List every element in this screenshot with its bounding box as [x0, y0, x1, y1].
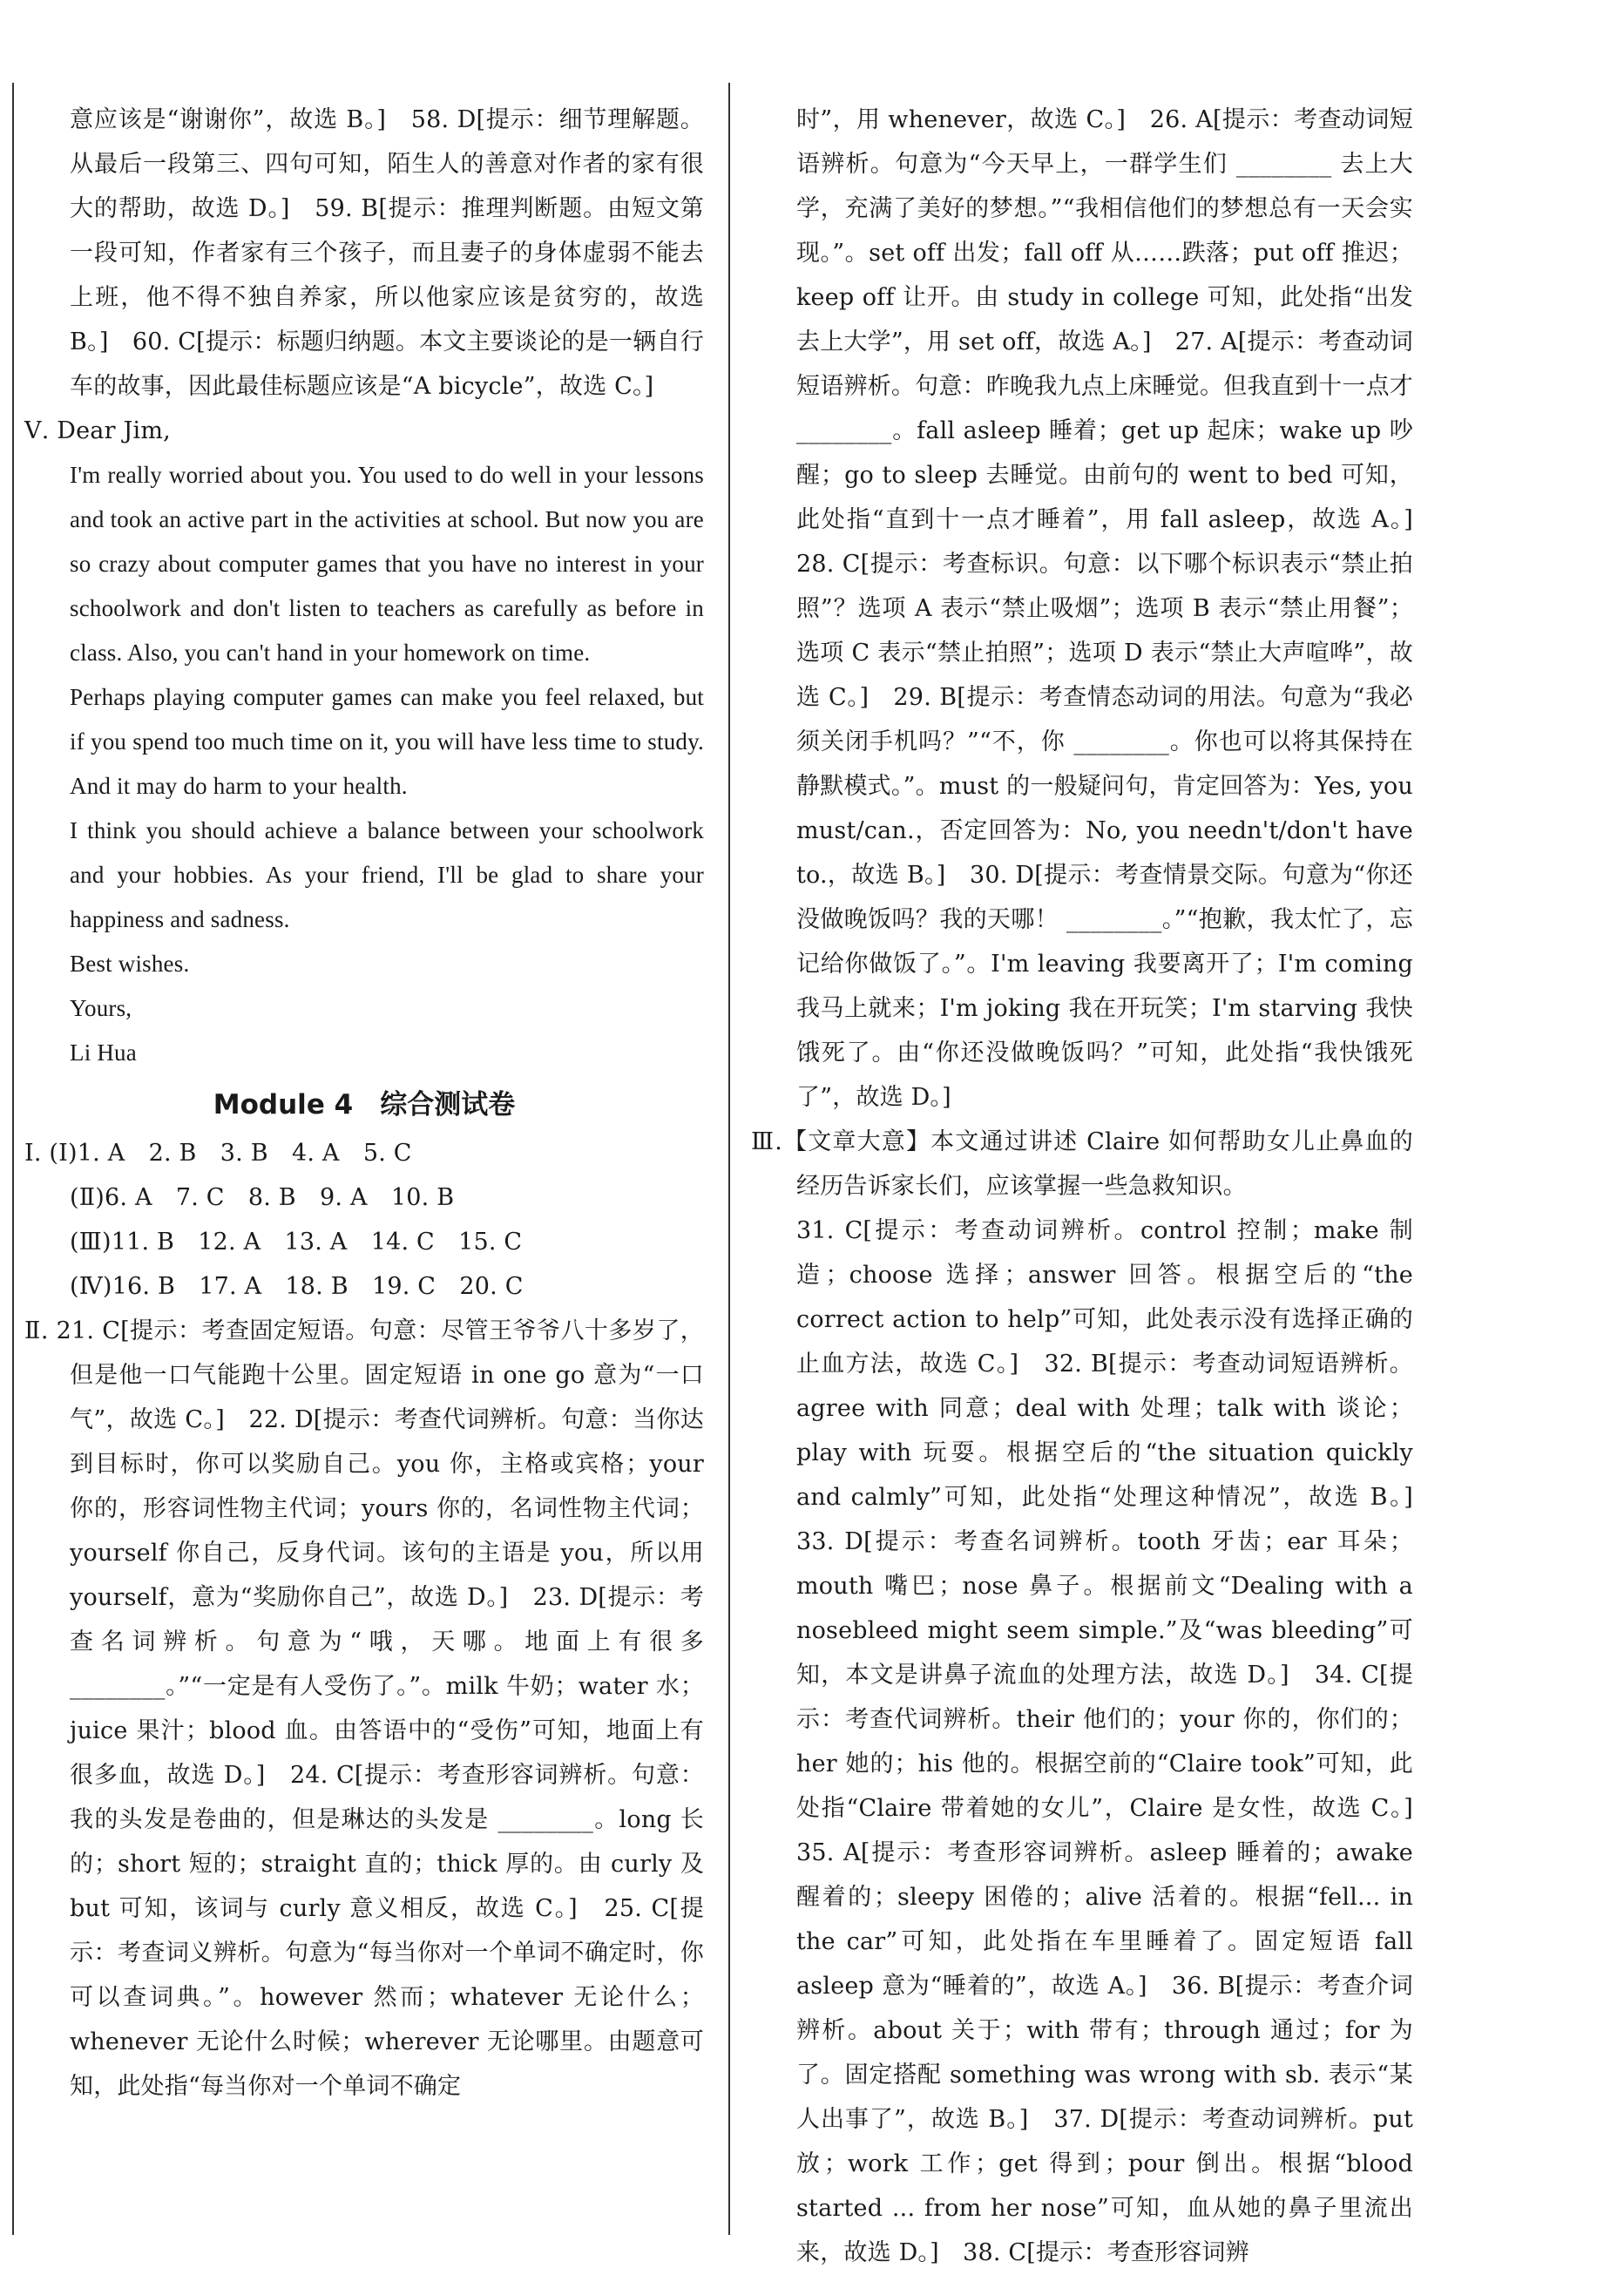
right-column — [751, 98, 1438, 2275]
section-iii-answers: 31. C[提示：考查动词辨析。control 控制；make 制造；choose 选择；answer 回答。根据空后的“the correct action to help”可知，此处表示没有选择正确的止血方法，故选 C。] 32. B[提示：考查动词短语辨析。agree with 同意；deal with 处理；talk with 谈论；play with 玩耍。根据空后的“the situation quickly and calmly”可知，此处指“处理这种情况”，故选 B。] 33. D[提示：考查名词辨析。tooth 牙齿；ear 耳朵；mouth 嘴巴；nose 鼻子。根据前文“Dealing with a nosebleed might seem simple.”及“was bleeding”可知，本文是讲鼻子流血的处理方法，故选 D。] 34. C[提示：考查代词辨析。their 他们的；your 你的，你们的；her 她的；his 他的。根据空前的“Claire took”可知，此处指“Claire 带着她的女儿”，Claire 是女性，故选 C。] 35. A[提示：考查形容词辨析。asleep 睡着的；awake 醒着的；sleepy 困倦的；alive 活着的。根据“fell... in the car”可知，此处指在车里睡着了。固定短语 fall asleep 意为“睡着的”，故选 A。] 36. B[提示：考查介词辨析。about 关于；with 带有；through 通过；for 为了。固定搭配 something was wrong with sb. 表示“某人出事了”，故选 B。] 37. D[提示：考查动词辨析。put 放；work 工作；get 得到；pour 倒出。根据“blood started ... from her nose”可知，血从她的鼻子里流出来，故选 D。] 38. C[提示：考查形容词辨 — [796, 1217, 1438, 2266]
letter-closing: Best wishes. — [70, 951, 190, 977]
sample-letter — [24, 453, 704, 1075]
letter-paragraph: I think you should achieve a balance between your schoolwork and your hobbies. As your friend, I'll be glad to share your happiness and sadness. — [70, 817, 704, 932]
answer-row: (Ⅳ)16. B 17. A 18. B 19. C 20. C — [70, 1273, 524, 1300]
module-title: Module 4 综合测试卷 — [213, 1089, 516, 1121]
section-iii-summary: Ⅲ.【文章大意】本文通过讲述 Claire 如何帮助女儿止鼻血的经历告诉家长们，应该掌握一些急救知识。 — [751, 1128, 1413, 1200]
answer-row: Ⅰ. (Ⅰ)1. A 2. B 3. B 4. A 5. C — [24, 1140, 412, 1167]
listening-answers — [24, 1131, 704, 1309]
answer-row: (Ⅲ)11. B 12. A 13. A 14. C 15. C — [70, 1229, 523, 1256]
letter-salutation: Ⅴ. Dear Jim, — [24, 417, 171, 444]
answer-row: (Ⅱ)6. A 7. C 8. B 9. A 10. B — [70, 1184, 455, 1211]
section-ii-continued: 时”，用 whenever，故选 C。] 26. A[提示：考查动词短语辨析。句意为“今天早上，一群学生们 ________ 去上大学，充满了美好的梦想。”“我相信他们的梦想总有一天会实现。”。set off 出发；fall off 从……跌落；put off 推迟；keep off 让开。由 study in college 可知，此处指“出发去上大学”，用 set off，故选 A。] 27. A[提示：考查动词短语辨析。句意：昨晚我九点上床睡觉。但我直到十一点才 ________。fall asleep 睡着；get up 起床；wake up 吵醒；go to sleep 去睡觉。由前句的 went to bed 可知，此处指“直到十一点才睡着”，用 fall asleep，故选 A。] 28. C[提示：考查标识。句意：以下哪个标识表示“禁止拍照”？选项 A 表示“禁止吸烟”；选项 B 表示“禁止用餐”；选项 C 表示“禁止拍照”；选项 D 表示“禁止大声喧哗”，故选 C。] 29. B[提示：考查情态动词的用法。句意为“我必须关闭手机吗？”“不，你 ________。你也可以将其保持在静默模式。”。must 的一般疑问句，肯定回答为：Yes, you must/can.，否定回答为：No, you needn't/don't have to.，故选 B。] 30. D[提示：考查情景交际。句意为“你还没做晚饭吗？我的天哪！ ________。”“抱歉，我太忙了，忘记给你做饭了。”。I'm leaving 我要离开了；I'm coming 我马上就来；I'm joking 我在开玩笑；I'm starving 我快饿死了。由“你还没做晚饭吗？”可知，此处指“我快饿死了”，故选 D。] — [796, 106, 1438, 1111]
answers-58-60: 意应该是“谢谢你”，故选 B。] 58. D[提示：细节理解题。从最后一段第三、四句可知，陌生人的善意对作者的家有很大的帮助，故选 D。] 59. B[提示：推理判断题。由短文第一段可知，作者家有三个孩子，而且妻子的身体虚弱不能去上班，他不得不独自养家，所以他家应该是贫穷的，故选 B。] 60. C[提示：标题归纳题。本文主要谈论的是一辆自行车的故事，因此最佳标题应该是“A bicycle”，故选 C。] — [70, 106, 704, 400]
letter-signature: Li Hua — [70, 1039, 137, 1066]
letter-paragraph: I'm really worried about you. You used to do well in your lessons and took an active part in the activities at school. But now you are so crazy about computer games that you have no interest in your schoolwork and don't listen to teachers as carefully as before in class. Also, you can't hand in your homework on time. — [70, 462, 704, 666]
left-margin-rule — [12, 83, 14, 2235]
column-divider — [728, 83, 730, 2235]
left-column — [24, 98, 704, 2109]
letter-paragraph: Perhaps playing computer games can make you feel relaxed, but if you spend too much time on it, you will have less time to study. And it may do harm to your health. — [70, 684, 704, 799]
section-ii-answers: Ⅱ. 21. C[提示：考查固定短语。句意：尽管王爷爷八十多岁了，但是他一口气能跑十公里。固定短语 in one go 意为“一口气”，故选 C。] 22. D[提示：考查代词辨析。句意：当你达到目标时，你可以奖励自己。you 你，主格或宾格；your 你的，形容词性物主代词；yours 你的，名词性物主代词；yourself 你自己，反身代词。该句的主语是 you，所以用 yourself，意为“奖励你自己”，故选 D。] 23. D[提示：考查名词辨析。句意为“哦，天哪。地面上有很多 ________。”“一定是有人受伤了。”。milk 牛奶；water 水；juice 果汁；blood 血。由答语中的“受伤”可知，地面上有很多血，故选 D。] 24. C[提示：考查形容词辨析。句意：我的头发是卷曲的，但是琳达的头发是 ________。long 长的；short 短的；straight 直的；thick 厚的。由 curly 及 but 可知，该词与 curly 意义相反，故选 C。] 25. C[提示：考查词义辨析。句意为“每当你对一个单词不确定时，你可以查词典。”。however 然而；whatever 无论什么；whenever 无论什么时候；wherever 无论哪里。由题意可知，此处指“每当你对一个单词不确定 — [24, 1317, 704, 2100]
letter-sign-off: Yours, — [70, 995, 132, 1021]
